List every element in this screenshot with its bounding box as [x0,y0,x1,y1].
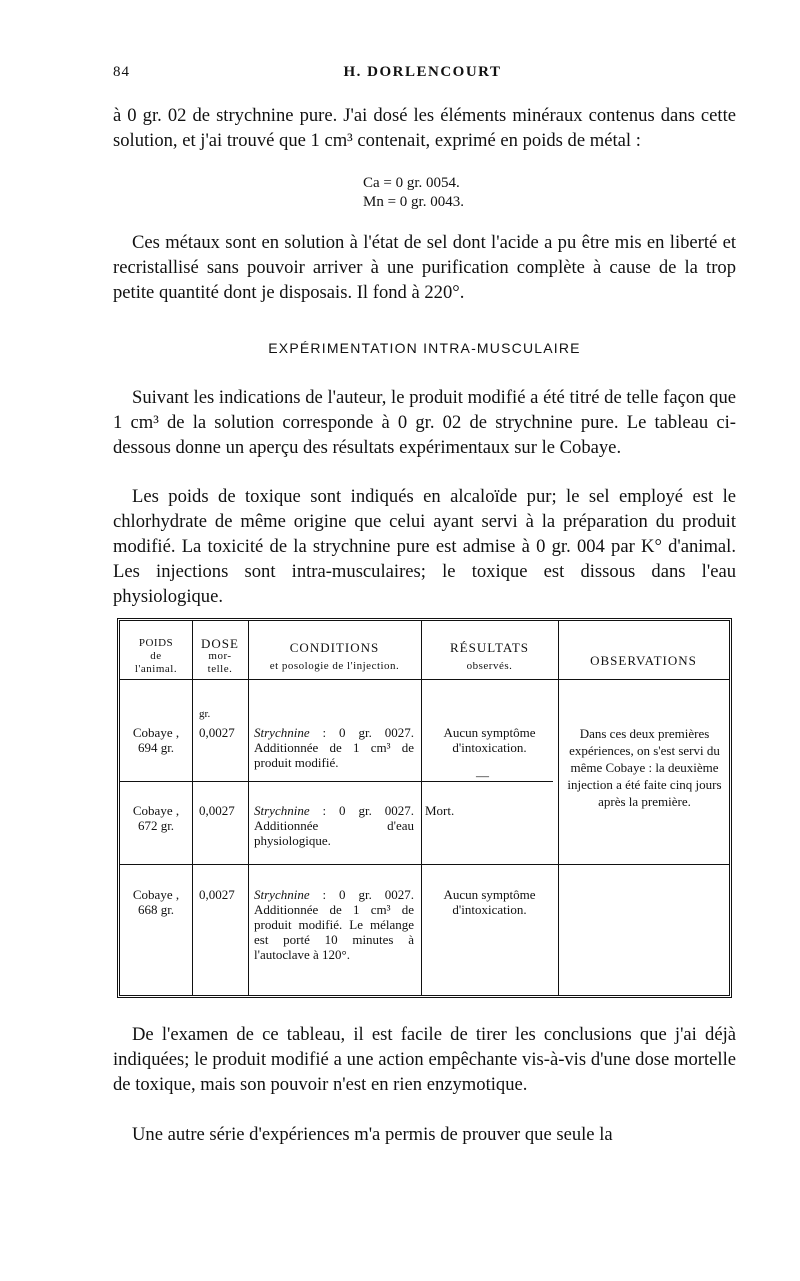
results-table [117,618,732,998]
paragraph-5: De l'examen de ce tableau, il est facile de tirer les conclusions que j'ai déjà indiquées; le produit modifié a une action empêchante vis-à-vis d'une dose mortelle de toxique, mais son pouvoir n'est en rien enzymotique. [113,1024,736,1095]
section-title: EXPÉRIMENTATION INTRA-MUSCULAIRE [268,340,581,356]
paragraph-2: Ces métaux sont en solution à l'état de sel dont l'acide a pu être mis en liberté et recristallisé sans pouvoir arriver à une purification complète à cause de la trop petite quantité dont je disposais. Il fond à 220°. [113,232,736,303]
page-header [113,64,732,88]
row-2-conditions: Strychnine : 0 gr. 0027. Additionnée d'eau physiologique. [254,803,414,848]
row-1-conditions: Strychnine : 0 gr. 0027. Additionnée de 1 cm³ de produit modifié. [254,725,414,770]
paragraph-1: à 0 gr. 02 de strychnine pure. J'ai dosé les éléments minéraux contenus dans cette solution, et j'ai trouvé que 1 cm³ contenait, exprimé en poids de métal : [113,105,736,151]
header-resultats: RÉSULTATS observés. [450,640,529,672]
row-1-dose: 0,0027 [199,725,235,740]
header-dose: DOSE mor- telle. [201,636,239,675]
header-poids: POIDS de l'animal. [134,637,178,675]
page-number: 84 [113,64,130,80]
table-column-rule [248,621,249,995]
row-3-poids: Cobaye , 668 gr. [132,887,180,917]
table-column-rule [558,621,559,995]
formula-block [363,174,464,212]
paragraph-3: Suivant les indications de l'auteur, le produit modifié a été titré de telle façon que 1 cm³ de la solution corresponde à 0 gr. 02 de strychnine pure. Le tableau ci-dessous donne un aperçu des résultats expérimentaux sur le Cobaye. [113,387,736,458]
row-3-result: Aucun symptôme d'intoxication. [443,887,536,917]
row-2-dose: 0,0027 [199,803,235,818]
running-title: H. DORLENCOURT [343,64,502,80]
formula-mn: Mn = 0 gr. 0043. [363,194,464,210]
row-1-result: Aucun symptôme d'intoxication. [443,725,536,755]
observation-text: Dans ces deux premières expériences, on s'est servi du même Cobaye : la deuxième injection a été faite cinq jours après la première. [567,726,722,809]
row-2-result: Mort. [425,803,455,818]
header-observations: OBSERVATIONS [590,653,697,668]
header-conditions: CONDITIONS et posologie de l'injection. [269,640,400,672]
paragraph-6: Une autre série d'expériences m'a permis de prouver que seule la [132,1124,613,1145]
formula-ca: Ca = 0 gr. 0054. [363,175,460,191]
table-column-rule [192,621,193,995]
row-1-poids: Cobaye , 694 gr. [132,725,180,755]
row-1-dash: — [476,768,489,783]
row-3-conditions: Strychnine : 0 gr. 0027. Additionnée de 1 cm³ de produit modifié. Le mélange est porté 10 minutes à l'autoclave à 120°. [254,887,414,962]
table-row-rule [120,864,729,865]
table-header-rule [120,679,729,680]
dose-unit: gr. [199,708,211,720]
row-3-dose: 0,0027 [199,887,235,902]
row-2-poids: Cobaye , 672 gr. [132,803,180,833]
table-column-rule [421,621,422,995]
paragraph-4: Les poids de toxique sont indiqués en alcaloïde pur; le sel employé est le chlorhydrate de même origine que celui ayant servi à la préparation du produit modifié. La toxicité de la strychnine pure est admise à 0 gr. 004 par K° d'animal. Les injections sont intra-musculaires; le toxique est dissous dans l'eau physiologique. [113,486,736,607]
